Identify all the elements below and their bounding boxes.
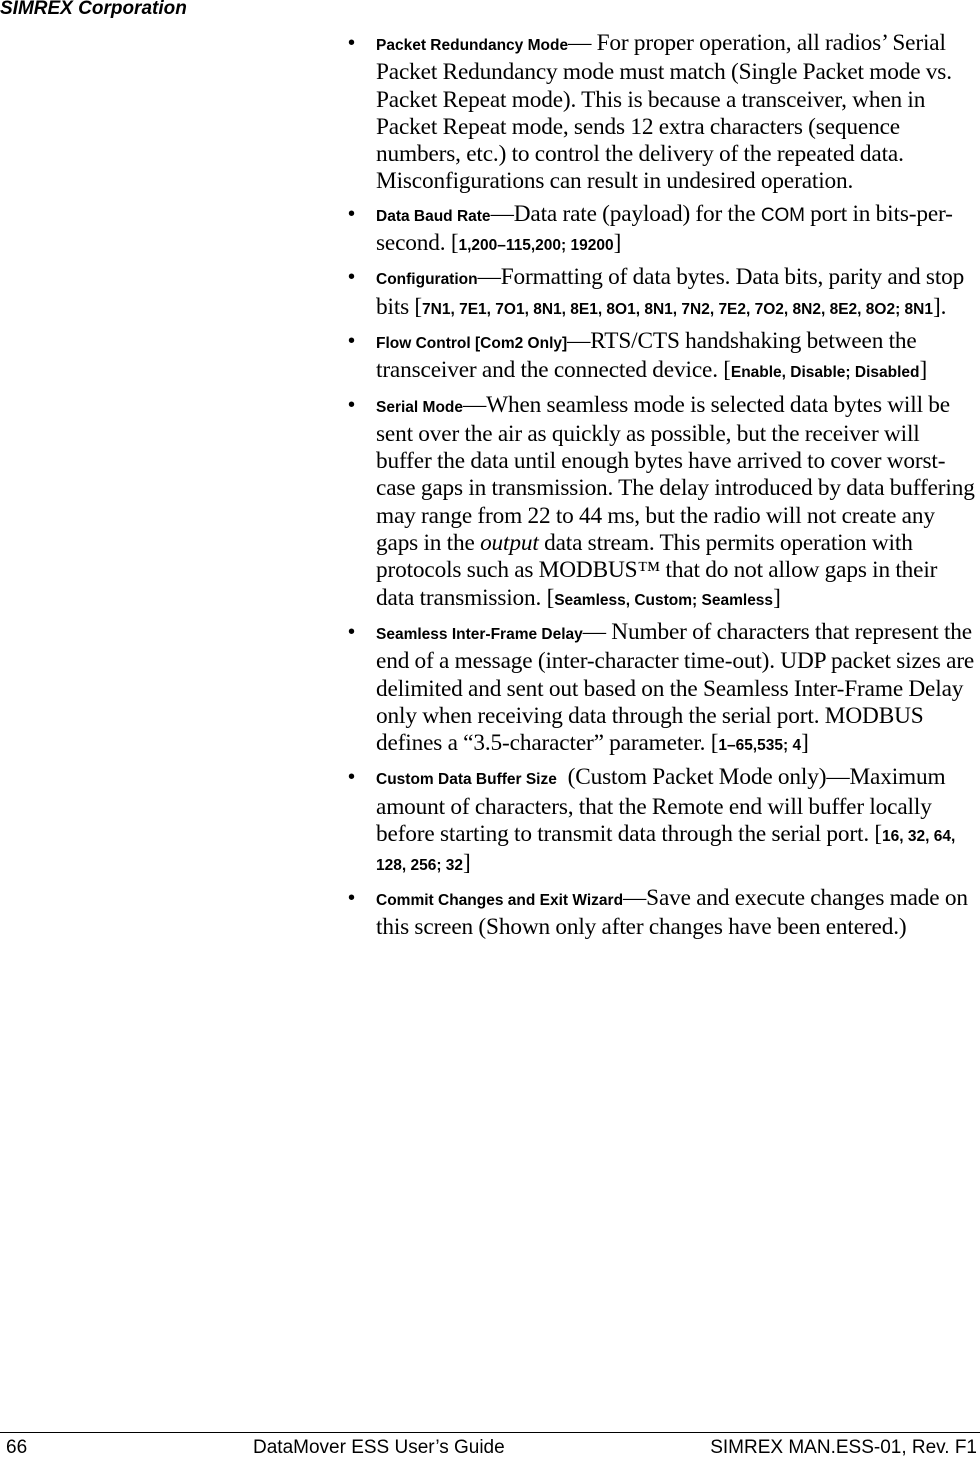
term-label: Data Baud Rate bbox=[376, 207, 491, 225]
bracket-end: ] bbox=[773, 584, 781, 611]
bullet-icon: • bbox=[348, 766, 355, 789]
value-options: 7N1, 7E1, 7O1, 8N1, 8E1, 8O1, 8N1, 7N2, 7E2, 7O2, 8N2, 8E2, 8O2; 8N1 bbox=[422, 300, 933, 318]
bracket-end: ] bbox=[919, 357, 928, 384]
term-label: Flow Control [Com2 Only] bbox=[376, 334, 568, 352]
list-item-packet-redundancy-mode bbox=[348, 30, 980, 196]
term-label: Custom Data Buffer Size bbox=[376, 771, 557, 789]
term-description: — For proper operation, all radios’ Serial Packet Redundancy mode must match (Single Packet mode vs. Packet Repeat mode). This is because a transceiver, when in Packet Repeat mode, sends 12 extra characters (sequence numbers, etc.) to control the delivery of the repeated data. Misconfigurations can result in undesired operation. bbox=[376, 30, 952, 195]
list-item-custom-data-buffer-size bbox=[348, 764, 980, 879]
value-options: Enable, Disable; Disabled bbox=[730, 364, 920, 382]
term-label: Serial Mode bbox=[376, 398, 463, 416]
bracket-end: ] bbox=[801, 730, 809, 757]
bullet-icon: • bbox=[348, 202, 355, 225]
emphasis-output: output bbox=[480, 530, 539, 557]
term-label: Commit Changes and Exit Wizard bbox=[376, 891, 624, 909]
bullet-icon: • bbox=[348, 329, 355, 352]
list-item-serial-mode bbox=[348, 391, 980, 614]
footer-divider bbox=[0, 1432, 980, 1433]
value-options: 1–65,535; 4 bbox=[718, 737, 802, 755]
bracket-end: ] bbox=[613, 230, 622, 257]
term-description-cont: port in bits-per-second. [ bbox=[376, 200, 953, 257]
term-description-cont: data stream. This permits operation with protocols such as MODBUS™ that do not allow gaps in their data transmission. [ bbox=[376, 530, 938, 611]
list-item-flow-control bbox=[348, 327, 980, 387]
bullet-icon: • bbox=[348, 886, 355, 909]
term-description: —Data rate (payload) for the bbox=[490, 200, 761, 227]
list-item-commit-changes bbox=[348, 884, 980, 942]
document-number: SIMREX MAN.ESS-01, Rev. F1 bbox=[710, 1437, 977, 1458]
bullet-icon: • bbox=[348, 32, 355, 54]
term-description: (Custom Packet Mode only)—Maximum amount of characters, that the Remote end will buffer locally before starting to transmit data through the serial port. [ bbox=[376, 764, 951, 848]
value-options: 16, 32, 64, 128, 256; 32 bbox=[376, 828, 956, 875]
bracket-end: ]. bbox=[932, 293, 947, 320]
guide-title: DataMover ESS User’s Guide bbox=[253, 1437, 505, 1458]
port-name: COM bbox=[760, 204, 805, 226]
value-options: 1,200–115,200; 19200 bbox=[458, 237, 614, 255]
page-number: 66 bbox=[6, 1437, 28, 1458]
term-description: — Number of characters that represent the end of a message (inter-character time-out). UDP packet sizes are delimited and sent out based on the Seamless Inter-Frame Delay only when receiving data through the serial port. MODBUS defines a “3.5-character” parameter. [ bbox=[376, 618, 975, 757]
list-item-seamless-inter-frame-delay bbox=[348, 618, 980, 759]
term-description: —Save and execute changes made on this screen (Shown only after changes have been entered.) bbox=[376, 884, 968, 940]
term-label: Packet Redundancy Mode bbox=[376, 37, 569, 54]
term-label: Configuration bbox=[376, 271, 478, 289]
list-item-configuration bbox=[348, 264, 980, 323]
bullet-icon: • bbox=[348, 620, 355, 643]
bracket-end: ] bbox=[463, 850, 471, 877]
settings-description-list bbox=[348, 30, 980, 946]
bullet-icon: • bbox=[348, 266, 355, 289]
term-description: —Formatting of data bytes. Data bits, parity and stop bits [ bbox=[376, 264, 965, 320]
value-options: Seamless, Custom; Seamless bbox=[554, 591, 774, 609]
term-label: Seamless Inter-Frame Delay bbox=[376, 625, 583, 643]
term-description: —When seamless mode is selected data bytes will be sent over the air as quickly as possible, but the receiver will buffer the data until enough bytes have arrived to cover worst-case gaps in transmission. The delay introduced by data buffering may range from 22 to 44 ms, but the radio will not create any gaps in the bbox=[376, 391, 975, 557]
bullet-icon: • bbox=[348, 393, 355, 416]
company-header: SIMREX Corporation bbox=[0, 0, 187, 19]
list-item-data-baud-rate bbox=[348, 200, 980, 260]
term-description: —RTS/CTS handshaking between the transceiver and the connected device. [ bbox=[376, 327, 917, 384]
